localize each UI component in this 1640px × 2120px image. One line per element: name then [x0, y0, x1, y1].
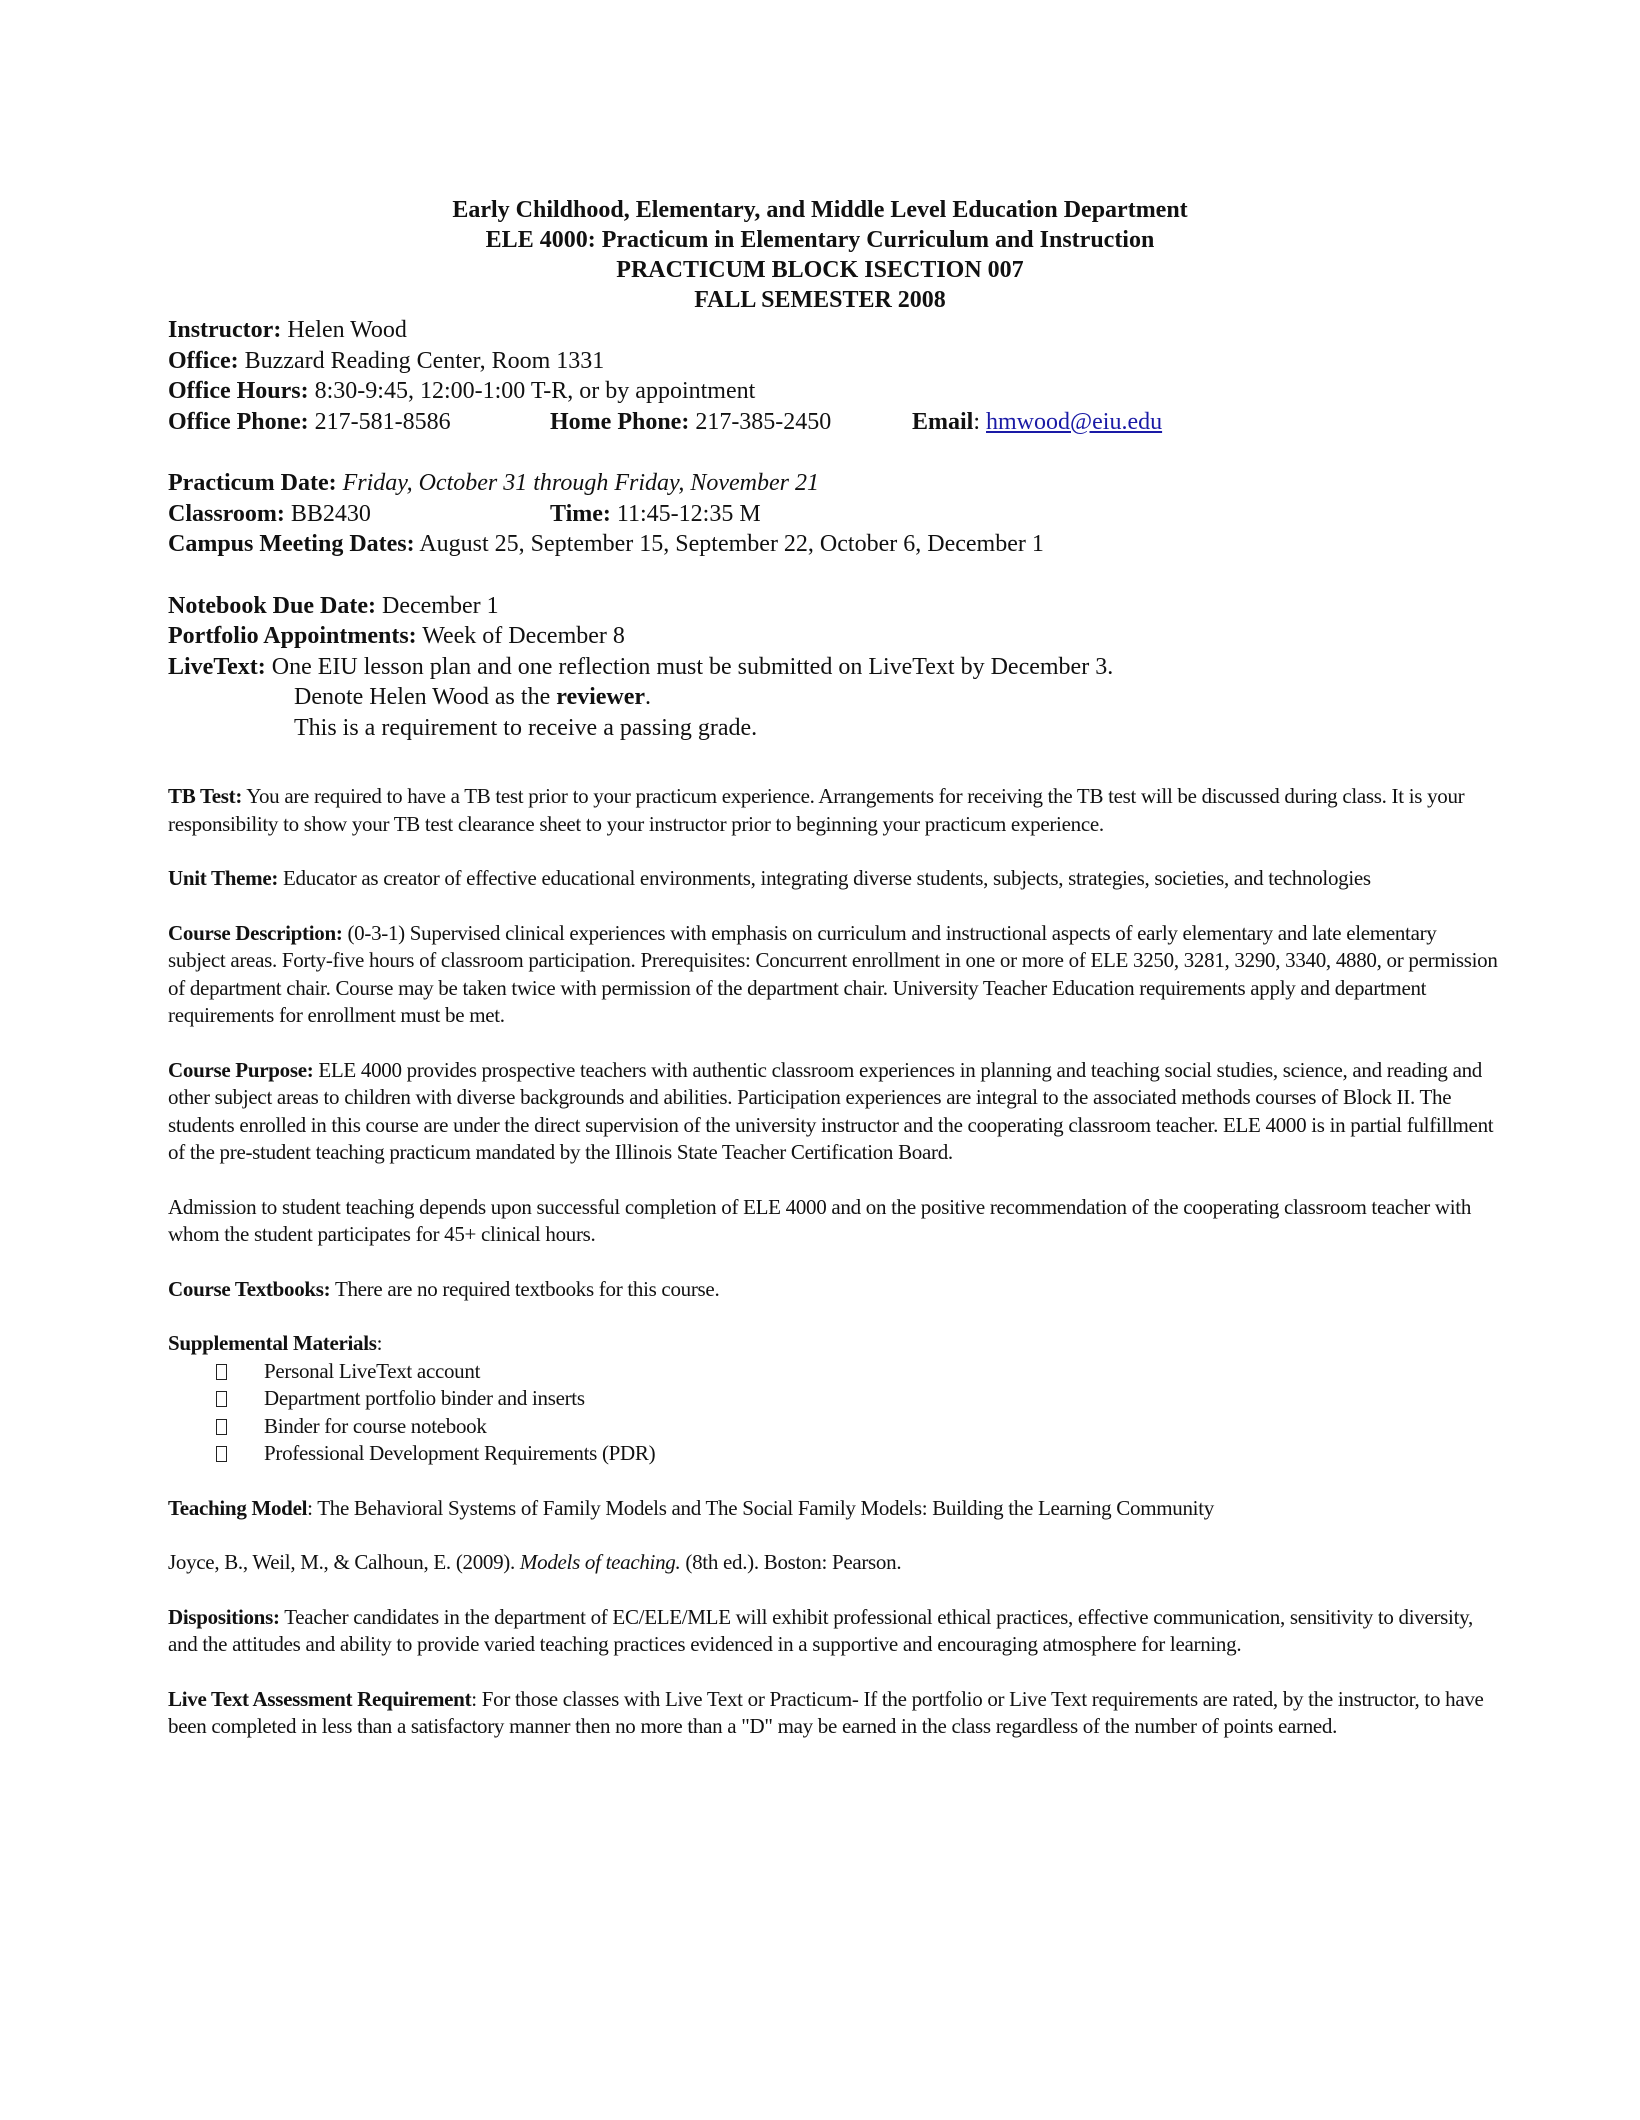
citation: [168, 1549, 1498, 1577]
document-header: [0, 195, 1640, 315]
practicum-date-value: Friday, October 31 through Friday, November 21: [342, 470, 819, 496]
office-phone-label: Office Phone:: [168, 408, 309, 435]
tb-test-text: You are required to have a TB test prior to your practicum experience. Arrangements for receiving the TB test will be discussed during class. It is your responsibility to show your TB test clearance sheet to your instructor prior to beginning your practicum experience.: [168, 784, 1465, 836]
admission-text: Admission to student teaching depends upon successful completion of ELE 4000 and on the positive recommendation of the cooperating classroom teacher with whom the student participates for 45+ clinical hours.: [168, 1194, 1472, 1246]
dispositions-label: Dispositions:: [168, 1604, 280, 1629]
list-item: Binder for course notebook: [216, 1413, 1498, 1441]
bullet-icon: [216, 1419, 227, 1435]
campus-meeting-value: August 25, September 15, September 22, October 6, December 1: [419, 531, 1044, 557]
office-hours-value: 8:30-9:45, 12:00-1:00 T-R, or by appointment: [314, 378, 756, 404]
syllabus-page: [168, 195, 1498, 1768]
supplemental-list: [168, 1358, 1498, 1468]
unit-theme-section: [168, 865, 1498, 893]
unit-theme-label: Unit Theme:: [168, 866, 279, 890]
course-purpose-section: [168, 1057, 1498, 1167]
bullet-icon: [216, 1391, 227, 1407]
home-phone-label: Home Phone:: [550, 408, 690, 435]
list-item: Professional Development Requirements (PDR): [216, 1440, 1498, 1468]
time: [550, 499, 761, 530]
livetext-assessment-label: Live Text Assessment Requirement: [168, 1686, 472, 1711]
course-description-text: (0-3-1) Supervised clinical experiences with emphasis on curriculum and instructional aspects of early elementary and late elementary subject areas. Forty-five hours of classroom participation. Prerequisites: Concurrent enrollment in one or more of ELE 3250, 3281, 3290, 3340, 4880, or permission of department chair. Course may be taken twice with permission of the department chair. University Teacher Education requirements apply and department requirements for enrollment must be met.: [168, 920, 1498, 1027]
classroom-value: BB2430: [290, 500, 371, 527]
campus-meeting-row: [168, 529, 1498, 560]
instructor-row: [168, 315, 1498, 346]
office-hours-row: [168, 376, 1498, 407]
notebook-label: Notebook Due Date:: [168, 592, 376, 619]
section-title: PRACTICUM BLOCK ISECTION 007: [616, 257, 1024, 283]
instructor-value: Helen Wood: [287, 317, 407, 343]
citation-title: Models of teaching.: [519, 1550, 681, 1574]
textbooks-section: [168, 1276, 1498, 1304]
notebook-row: [168, 591, 1498, 622]
phone-row: [168, 407, 1498, 438]
bullet-icon: [216, 1364, 227, 1380]
office-phone-value: 217-581-8586: [314, 408, 451, 435]
instructor-label: Instructor:: [168, 317, 282, 343]
email: Email: hmwood@eiu.edu: [912, 408, 1163, 435]
portfolio-value: Week of December 8: [422, 623, 625, 649]
practicum-date-row: [168, 468, 1498, 499]
home-phone-value: 217-385-2450: [695, 408, 832, 435]
portfolio-label: Portfolio Appointments:: [168, 623, 417, 649]
supplemental-label: Supplemental Materials: [168, 1331, 377, 1355]
supplemental-section: Supplemental Materials: Personal LiveText account Department portfolio binder and inserts Binder for course notebook Professional Development Requirements (PDR): [168, 1330, 1498, 1468]
home-phone: [550, 407, 831, 438]
course-description-label: Course Description:: [168, 920, 343, 945]
list-item: Personal LiveText account: [216, 1358, 1498, 1386]
tb-test-label: TB Test:: [168, 784, 243, 808]
dispositions-text: Teacher candidates in the department of EC/ELE/MLE will exhibit professional ethical practices, effective communication, sensitivity to diversity, and the attitudes and ability to provide varied teaching practices evidenced in a supportive and encouraging atmosphere for learning.: [168, 1604, 1473, 1656]
list-item: Department portfolio binder and inserts: [216, 1385, 1498, 1413]
bullet-icon: [216, 1446, 227, 1462]
livetext-requirement-text: This is a requirement to receive a passing grade.: [294, 714, 758, 741]
department-title: Early Childhood, Elementary, and Middle Level Education Department: [452, 197, 1188, 223]
citation-authors: Joyce, B., Weil, M., & Calhoun, E. (2009).: [168, 1550, 515, 1574]
course-purpose-text: ELE 4000 provides prospective teachers with authentic classroom experiences in planning and teaching social studies, science, and reading and other subject areas to children with diverse backgrounds and abilities. Participation experiences are integral to the associated methods courses of Block II. The students enrolled in this course are under the direct supervision of the university instructor and the cooperating classroom teacher. ELE 4000 is in partial fulfillment of the pre-student teaching practicum mandated by the Illinois State Teacher Certification Board.: [168, 1057, 1494, 1164]
portfolio-row: [168, 621, 1498, 652]
notebook-value: December 1: [381, 592, 499, 619]
time-value: 11:45-12:35 M: [616, 500, 761, 527]
livetext-assessment-text: For those classes with Live Text or Practicum- If the portfolio or Live Text requirements are rated, by the instructor, to have been completed in less than a satisfactory manner then no more than a "D" may be earned in the class regardless of the number of points earned.: [168, 1686, 1484, 1738]
classroom-label: Classroom:: [168, 500, 285, 527]
teaching-model-section: Teaching Model: The Behavioral Systems of Family Models and The Social Family Models: Building the Learning Community: [168, 1495, 1214, 1520]
email-link[interactable]: hmwood@eiu.edu: [986, 408, 1163, 435]
livetext-row: [168, 652, 1498, 683]
tb-test-section: [168, 783, 1498, 838]
practicum-date-label: Practicum Date:: [168, 470, 337, 496]
citation-publisher: (8th ed.). Boston: Pearson.: [685, 1550, 902, 1574]
admission-section: [168, 1194, 1498, 1249]
livetext-reviewer-text: Denote Helen Wood as the: [294, 684, 551, 710]
textbooks-text: There are no required textbooks for this course.: [334, 1276, 720, 1301]
course-info: [168, 315, 1498, 743]
semester-title: FALL SEMESTER 2008: [694, 287, 946, 313]
office-value: Buzzard Reading Center, Room 1331: [244, 347, 605, 374]
course-purpose-label: Course Purpose:: [168, 1057, 314, 1082]
office-hours-label: Office Hours:: [168, 378, 309, 404]
office-label: Office:: [168, 347, 239, 374]
course-description-section: [168, 920, 1498, 1030]
teaching-model-label: Teaching Model: [168, 1495, 308, 1520]
livetext-value: One EIU lesson plan and one reflection must be submitted on LiveText by December 3.: [271, 653, 1114, 680]
livetext-label: LiveText:: [168, 653, 266, 680]
email-label: Email: [912, 408, 974, 435]
livetext-assessment-section: Live Text Assessment Requirement: For those classes with Live Text or Practicum- If the portfolio or Live Text requirements are rated, by the instructor, to have been completed in less than a satisfactory manner then no more than a "D" may be earned in the class regardless of the number of points earned.: [168, 1686, 1484, 1738]
classroom-row: [168, 499, 1498, 530]
time-label: Time:: [550, 500, 611, 527]
livetext-reviewer-bold: reviewer: [556, 684, 646, 710]
syllabus-body: [168, 783, 1498, 1741]
office-row: [168, 346, 1498, 377]
unit-theme-text: Educator as creator of effective educational environments, integrating diverse students, subjects, strategies, societies, and technologies: [283, 866, 1371, 890]
livetext-requirement-row: [168, 713, 1498, 744]
livetext-reviewer-row: Denote Helen Wood as the reviewer.: [294, 684, 652, 710]
textbooks-label: Course Textbooks:: [168, 1276, 331, 1301]
dispositions-section: [168, 1604, 1498, 1659]
course-title: ELE 4000: Practicum in Elementary Curriculum and Instruction: [485, 227, 1155, 253]
teaching-model-text: The Behavioral Systems of Family Models and The Social Family Models: Building the Learning Community: [317, 1495, 1214, 1520]
campus-meeting-label: Campus Meeting Dates:: [168, 531, 415, 557]
